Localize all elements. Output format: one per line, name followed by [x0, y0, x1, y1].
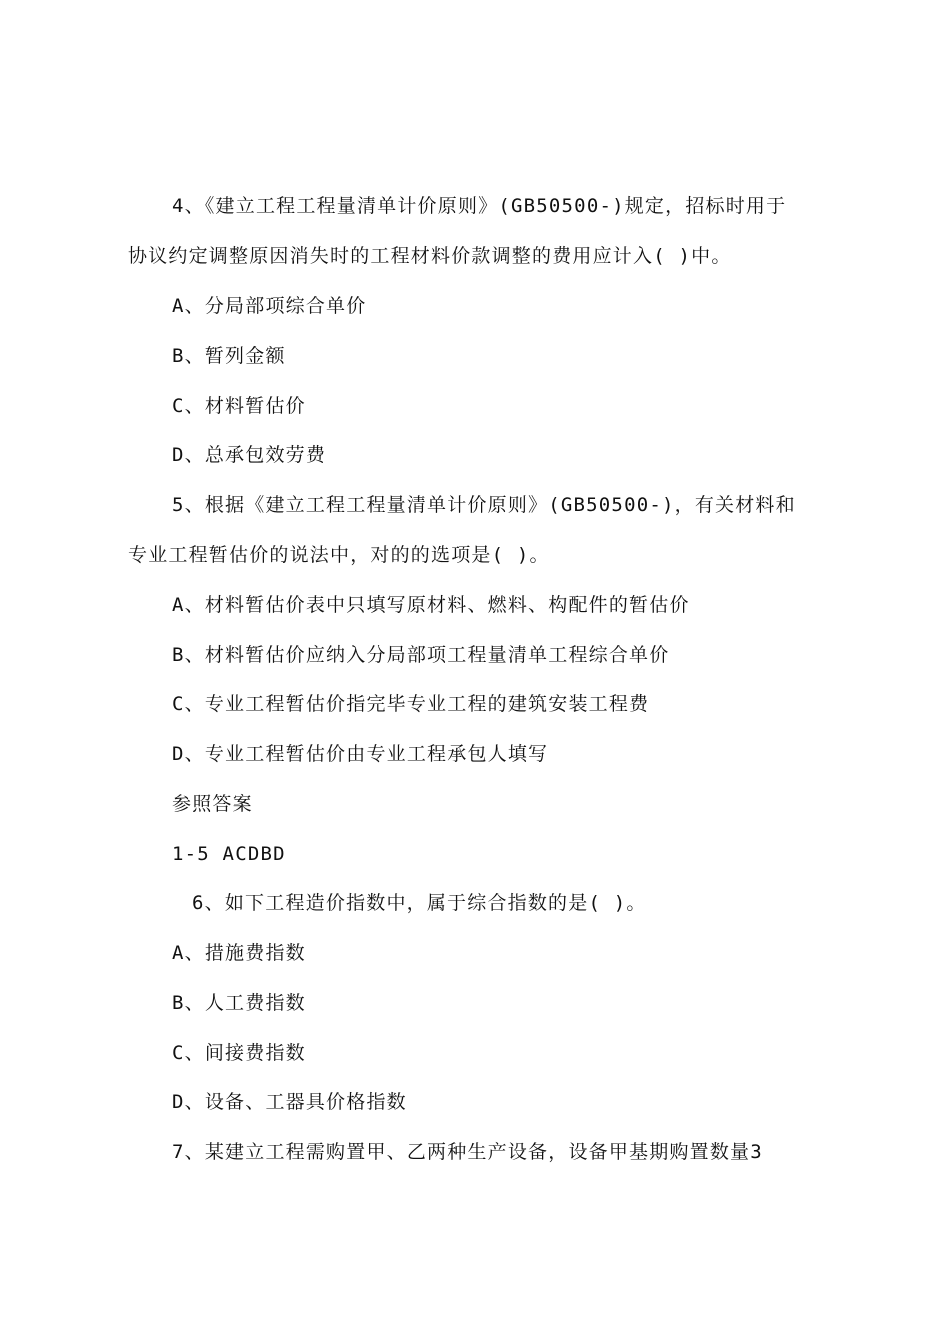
- answers-value: 1-5 ACDBD: [172, 843, 286, 865]
- question-5-stem-line-2: 专业工程暂估价的说法中，对的的选项是( )。: [128, 544, 550, 566]
- question-6-option-a: A、措施费指数: [172, 942, 306, 964]
- question-5-stem-line-1: 5、根据《建立工程工程量清单计价原则》(GB50500-)，有关材料和: [172, 494, 796, 516]
- question-4-option-c: C、材料暂估价: [172, 395, 306, 417]
- question-4-option-d: D、总承包效劳费: [172, 444, 327, 466]
- question-5-option-d: D、专业工程暂估价由专业工程承包人填写: [172, 743, 549, 765]
- question-6-option-b: B、人工费指数: [172, 992, 306, 1014]
- answers-heading: 参照答案: [172, 793, 253, 815]
- question-5-option-a: A、材料暂估价表中只填写原材料、燃料、构配件的暂估价: [172, 594, 690, 616]
- question-4-option-b: B、暂列金额: [172, 345, 286, 367]
- question-6-stem: 6、如下工程造价指数中，属于综合指数的是( )。: [192, 892, 647, 914]
- question-5-option-c: C、专业工程暂估价指完毕专业工程的建筑安装工程费: [172, 693, 650, 715]
- question-7-stem-line-1: 7、某建立工程需购置甲、乙两种生产设备，设备甲基期购置数量3: [172, 1141, 763, 1163]
- question-6-option-c: C、间接费指数: [172, 1042, 306, 1064]
- question-6-option-d: D、设备、工器具价格指数: [172, 1091, 407, 1113]
- question-4-option-a: A、分局部项综合单价: [172, 295, 367, 317]
- question-5-option-b: B、材料暂估价应纳入分局部项工程量清单工程综合单价: [172, 644, 670, 666]
- question-4-stem-line-2: 协议约定调整原因消失时的工程材料价款调整的费用应计入( )中。: [128, 245, 732, 267]
- question-4-stem-line-1: 4、《建立工程工程量清单计价原则》(GB50500-)规定，招标时用于: [172, 195, 787, 217]
